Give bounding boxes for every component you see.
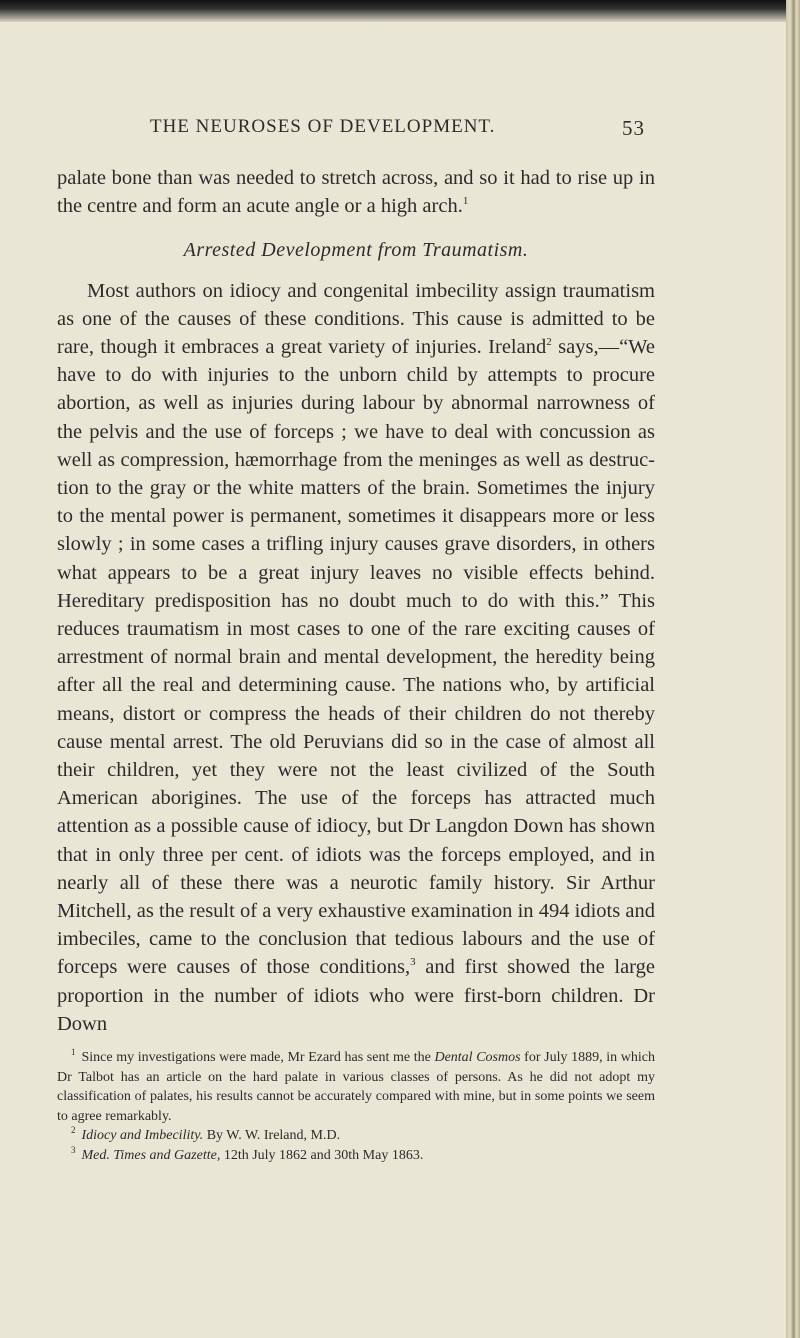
footnote-1 [57, 1048, 655, 1126]
footnote-1-italic: Dental Cosmos [434, 1050, 521, 1065]
footnote-ref-2: 2 [546, 336, 552, 349]
footnote-1-mark: 1 [71, 1047, 76, 1058]
paragraph-2 [57, 277, 655, 1038]
footnote-ref-1: 1 [462, 195, 469, 208]
section-heading: Arrested Development from Traumatism. [183, 239, 529, 262]
footnote-1-text-a: Since my investigations were made, Mr Ezard has sent me the [81, 1050, 435, 1065]
body-text [57, 164, 655, 1038]
page-number: 53 [622, 116, 645, 140]
footnote-2 [57, 1126, 655, 1146]
footnote-3 [57, 1146, 655, 1166]
footnote-ref-3: 3 [410, 956, 416, 969]
scan-top-edge [0, 0, 800, 22]
paragraph-1-text: palate bone than was needed to stretch across, and so it had to rise up in the centre and form an acute angle or a high arch. [57, 167, 655, 218]
footnote-3-mark: 3 [71, 1144, 76, 1155]
footnote-2-italic: Idiocy and Imbecility. [81, 1128, 204, 1143]
running-title: THE NEUROSES OF DEVELOPMENT. [150, 116, 496, 137]
footnote-3-italic: Med. Times and Gazette, [81, 1147, 221, 1163]
paragraph-1 [57, 164, 655, 220]
paragraph-2-part-b: says,—“We have to do with injuries to the unborn child by attempts to procure abortion, as well as injuries during labour by abnormal narrowness of the pelvis and the use of forceps ; we have to deal with concussion as well as compression, hæmorrhage from the meninges as well as destruction to the gray or the white matters of the brain. Sometimes the injury to the mental power is permanent, sometimes it disappears more or less slowly ; in some cases a trifling injury causes grave disorders, in others what appears to be a great injury leaves no visible effects behind. Hereditary predisposition has no doubt much to do with this.” This reduces traumatism in most cases to one of the rare exciting causes of arrestment of normal brain and mental development, the heredity being after all the real and determining cause. The nations who, by artificial means, distort or compress the heads of their children do not thereby cause mental arrest. The old Peruvians did so in the case of almost all their children, yet they were not the least civilized of the South American aborigines. The use of the forceps has attracted much attention as a possible cause of idiocy, but Dr Langdon Down has shown that in only three per cent. of idiots was the forceps employed, and in nearly all of these there was a neurotic family history. Sir Arthur Mitchell, as the result of a very exhaustive examination in 494 idiots and imbeciles, came to the conclusion that tedious labours and the use of forceps were causes of those conditions, [57, 336, 655, 979]
footnote-2-text: By W. W. Ireland, M.D. [203, 1128, 341, 1143]
footnote-2-mark: 2 [71, 1125, 76, 1136]
paragraph-2-part-a: Most authors on idiocy and congenital imbecility assign traumatism as one of the causes of these conditions. This cause is admitted to be rare, though it embraces a great variety of injuries. Ireland [57, 279, 655, 359]
paragraph-2-part-c: and first showed the large proportion in the number of idiots who were first-born children. Dr Down [57, 956, 655, 1035]
footnotes [57, 1048, 655, 1165]
footnote-3-text: 12th July 1862 and 30th May 1863. [220, 1147, 424, 1163]
footnote-1-text-b: for July 1889, in which Dr Talbot has an article on the hard palate in various classes of persons. As he did not adopt my classification of palates, his results cannot be accurately compared with mine, but in some points we seem to agree remarkably. [57, 1050, 655, 1124]
book-spine-edge [786, 0, 800, 1338]
